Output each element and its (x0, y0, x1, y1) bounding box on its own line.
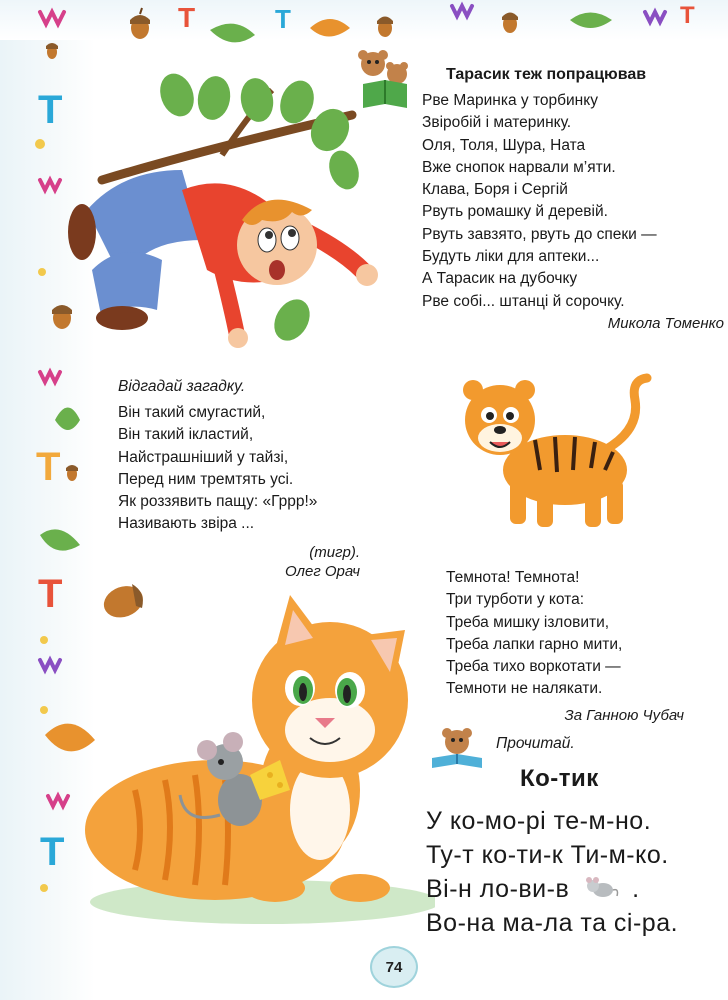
riddle-answer: (тигр). (309, 543, 360, 561)
poem-temnota (446, 567, 696, 724)
poem-tarasyk (422, 66, 722, 332)
poem-line: Будуть ліки для аптеки... (422, 248, 600, 266)
letter-t-decoration: Т (38, 572, 63, 616)
riddle-line: Найстрашніший у тайзі, (118, 448, 289, 466)
poem-lines (446, 567, 696, 701)
poem-line: Рвуть ромашку й деревій. (422, 203, 608, 221)
boy-on-branch-illustration (62, 70, 382, 350)
riddle-line: Називають звіра ... (118, 515, 255, 533)
poem-line: Рве Маринка у торбинку (422, 92, 598, 109)
reading-line: Во-на ма-ла та сі-ра. (426, 909, 679, 937)
poem-author: За Ганною Чубач (564, 706, 684, 724)
mouse-icon (583, 876, 619, 900)
reading-line-text: Ві-н ло-ви-в (426, 875, 570, 903)
page-number: 74 (370, 946, 418, 988)
letter-t-decoration: Т (275, 4, 291, 34)
riddle-line: Перед ним тремтять усі. (118, 470, 294, 488)
reading-line-with-picture (426, 872, 726, 906)
poem-lines (422, 90, 722, 313)
reading-lines (426, 804, 726, 940)
dot-icon (35, 139, 48, 892)
riddle-line: Він такий ікластий, (118, 426, 254, 444)
letter-t-decoration: Т (178, 2, 196, 33)
acorn-icon (377, 17, 393, 38)
reading-bear-book-icon (430, 728, 484, 772)
acorn-icon (502, 13, 518, 34)
reading-title: Ко-тик (520, 765, 599, 792)
poem-line: Оля, Толя, Шура, Ната (422, 136, 586, 154)
tiger-illustration (455, 360, 655, 535)
poem-line: Звіробій і материнку. (422, 114, 572, 132)
poem-line: Три турботи у кота: (446, 591, 585, 609)
reading-line-period: . (632, 875, 640, 903)
riddle-author: Олег Орач (285, 562, 360, 580)
poem-line: Рве собі... штанці й сорочку. (422, 292, 625, 310)
acorn-icon (66, 465, 78, 481)
riddle-line: Як роззявить пащу: «Гррр!» (118, 493, 318, 511)
poem-line: Темнота! Темнота! (446, 569, 580, 586)
poem-line: Клава, Боря і Сергій (422, 181, 568, 199)
poem-author: Микола Томенко (607, 314, 724, 332)
riddle-heading: Відгадай загадку. (118, 378, 246, 395)
poem-line: Треба тихо воркотати — (446, 658, 621, 676)
reading-line: У ко-мо-рі те-м-но. (426, 807, 652, 835)
poem-line: Треба мишку ізловити, (446, 613, 610, 631)
letter-t-decoration: Т (38, 88, 63, 132)
acorn-icon (130, 8, 150, 39)
riddle-block (118, 378, 368, 580)
poem-line: Треба лапки гарно мити, (446, 635, 623, 653)
poem-line: Вже снопок нарвали м’яти. (422, 158, 616, 176)
letter-t-decoration: Т (40, 830, 65, 874)
acorn-icon (46, 43, 58, 59)
riddle-lines (118, 402, 368, 536)
reading-instruction: Прочитай. (496, 735, 575, 752)
poem-line: Темноти не налякати. (446, 680, 603, 698)
poem-line: А Тарасик на дубочку (422, 270, 578, 288)
poem-title: Тарасик теж попрацював (446, 66, 647, 83)
cat-with-mouse-illustration (75, 590, 435, 930)
letter-t-decoration: Т (36, 445, 61, 489)
letter-t-decoration: Т (680, 2, 695, 29)
poem-line: Рвуть завзято, рвуть до спеки — (422, 225, 657, 243)
reading-line: Ту-т ко-ти-к Ти-м-ко. (426, 841, 669, 869)
reading-bear-icon (355, 50, 415, 112)
riddle-line: Він такий смугастий, (118, 404, 266, 421)
